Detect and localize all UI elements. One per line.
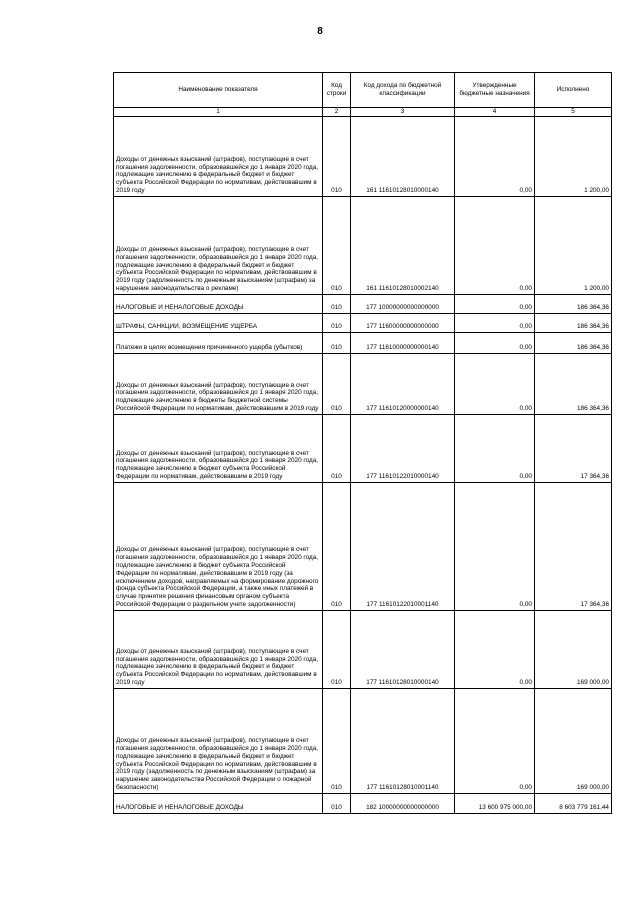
row-code: 010 bbox=[323, 332, 351, 353]
approved-amount: 0,00 bbox=[455, 196, 535, 294]
approved-amount: 0,00 bbox=[455, 332, 535, 353]
table-row bbox=[114, 313, 612, 332]
executed-amount: 17 364,36 bbox=[535, 414, 612, 482]
table-row bbox=[114, 196, 612, 294]
approved-amount: 0,00 bbox=[455, 610, 535, 688]
income-code: 177 11610000000000140 bbox=[351, 332, 455, 353]
indicator-name: Доходы от денежных взысканий (штрафов), поступающие в счет погашения задолженности, образовавшейся до 1 января 2020 года, подлежащие зачислению в бюджеты бюджетной системы Российской Федерации по нормативам, действовавшим в 2019 году bbox=[114, 353, 323, 414]
header-income-code: Код дохода по бюджетной классификации bbox=[351, 73, 455, 108]
executed-amount: 169 000,00 bbox=[535, 610, 612, 688]
column-number: 1 bbox=[114, 108, 323, 117]
header-indicator-name: Наименование показателя bbox=[114, 73, 323, 108]
page-number: 8 bbox=[317, 26, 323, 37]
header-executed: Исполнено bbox=[535, 73, 612, 108]
income-code: 177 11610120000000140 bbox=[351, 353, 455, 414]
row-code: 010 bbox=[323, 688, 351, 793]
executed-amount: 186 364,36 bbox=[535, 294, 612, 313]
approved-amount: 0,00 bbox=[455, 353, 535, 414]
approved-amount: 0,00 bbox=[455, 116, 535, 196]
column-number-row bbox=[114, 108, 612, 117]
income-code: 177 11610128010000140 bbox=[351, 610, 455, 688]
income-code: 177 11600000000000000 bbox=[351, 313, 455, 332]
indicator-name: Доходы от денежных взысканий (штрафов), поступающие в счет погашения задолженности, образовавшейся до 1 января 2020 года, подлежащие зачислению в федеральный бюджет и бюджет субъекта Российской Федерации по нормативам, действовавшим в 2019 году bbox=[114, 610, 323, 688]
row-code: 010 bbox=[323, 610, 351, 688]
executed-amount: 1 200,00 bbox=[535, 116, 612, 196]
table-row bbox=[114, 294, 612, 313]
header-row-code: Код строки bbox=[323, 73, 351, 108]
indicator-name: ШТРАФЫ, САНКЦИИ, ВОЗМЕЩЕНИЕ УЩЕРБА bbox=[114, 313, 323, 332]
income-code: 177 11610122010000140 bbox=[351, 414, 455, 482]
income-code: 177 10000000000000000 bbox=[351, 294, 455, 313]
income-code: 177 11610128010001140 bbox=[351, 688, 455, 793]
row-code: 010 bbox=[323, 116, 351, 196]
indicator-name: Доходы от денежных взысканий (штрафов), поступающие в счет погашения задолженности, образовавшейся до 1 января 2020 года, подлежащие зачислению в бюджет субъекта Российской Федерации по нормативам, действовавшим в 2019 году bbox=[114, 414, 323, 482]
income-code: 161 11610128010000140 bbox=[351, 116, 455, 196]
row-code: 010 bbox=[323, 414, 351, 482]
table-row bbox=[114, 482, 612, 610]
table-row bbox=[114, 793, 612, 813]
approved-amount: 0,00 bbox=[455, 414, 535, 482]
approved-amount: 0,00 bbox=[455, 688, 535, 793]
table-row bbox=[114, 353, 612, 414]
row-code: 010 bbox=[323, 313, 351, 332]
indicator-name: НАЛОГОВЫЕ И НЕНАЛОГОВЫЕ ДОХОДЫ bbox=[114, 793, 323, 813]
table-row bbox=[114, 610, 612, 688]
executed-amount: 17 364,36 bbox=[535, 482, 612, 610]
row-code: 010 bbox=[323, 482, 351, 610]
approved-amount: 13 600 975 000,00 bbox=[455, 793, 535, 813]
column-number: 5 bbox=[535, 108, 612, 117]
table-row bbox=[114, 332, 612, 353]
row-code: 010 bbox=[323, 196, 351, 294]
approved-amount: 0,00 bbox=[455, 482, 535, 610]
row-code: 010 bbox=[323, 294, 351, 313]
executed-amount: 1 200,00 bbox=[535, 196, 612, 294]
indicator-name: НАЛОГОВЫЕ И НЕНАЛОГОВЫЕ ДОХОДЫ bbox=[114, 294, 323, 313]
table-row bbox=[114, 116, 612, 196]
indicator-name: Платежи в целях возмещения причиненного ущерба (убытков) bbox=[114, 332, 323, 353]
income-code: 182 10000000000000000 bbox=[351, 793, 455, 813]
income-code: 177 11610122010001140 bbox=[351, 482, 455, 610]
table-header-row bbox=[114, 73, 612, 108]
row-code: 010 bbox=[323, 353, 351, 414]
row-code: 010 bbox=[323, 793, 351, 813]
indicator-name: Доходы от денежных взысканий (штрафов), поступающие в счет погашения задолженности, образовавшейся до 1 января 2020 года, подлежащие зачислению в бюджет субъекта Российской Федерации по нормативам, действовавшим в 2019 году (за исключением доходов, направляемых на формирование дорожного фонда субъекта Российской Федерации, а также иных платежей в случае принятия решения финансовым органом субъекта Российской Федерации о раздельном учете задолженности) bbox=[114, 482, 323, 610]
table-row bbox=[114, 688, 612, 793]
indicator-name: Доходы от денежных взысканий (штрафов), поступающие в счет погашения задолженности, образовавшейся до 1 января 2020 года, подлежащие зачислению в федеральный бюджет и бюджет субъекта Российской Федерации по нормативам, действовавшим в 2019 году bbox=[114, 116, 323, 196]
executed-amount: 8 603 779 161,44 bbox=[535, 793, 612, 813]
column-number: 4 bbox=[455, 108, 535, 117]
approved-amount: 0,00 bbox=[455, 294, 535, 313]
indicator-name: Доходы от денежных взысканий (штрафов), поступающие в счет погашения задолженности, образовавшейся до 1 января 2020 года, подлежащие зачислению в федеральный бюджет и бюджет субъекта Российской Федерации по нормативам, действовавшим в 2019 году (задолженность по денежным взысканиям (штрафам) за нарушение законодательства Российской Федерации о пожарной безопасности) bbox=[114, 688, 323, 793]
executed-amount: 186 364,36 bbox=[535, 332, 612, 353]
executed-amount: 186 364,36 bbox=[535, 313, 612, 332]
income-code: 161 11610128010002140 bbox=[351, 196, 455, 294]
executed-amount: 186 364,36 bbox=[535, 353, 612, 414]
budget-execution-table bbox=[113, 72, 612, 814]
approved-amount: 0,00 bbox=[455, 313, 535, 332]
column-number: 3 bbox=[351, 108, 455, 117]
column-number: 2 bbox=[323, 108, 351, 117]
table-row bbox=[114, 414, 612, 482]
header-approved: Утвержденные бюджетные назначения bbox=[455, 73, 535, 108]
executed-amount: 169 000,00 bbox=[535, 688, 612, 793]
indicator-name: Доходы от денежных взысканий (штрафов), поступающие в счет погашения задолженности, образовавшейся до 1 января 2020 года, подлежащие зачислению в федеральный бюджет и бюджет субъекта Российской Федерации по нормативам, действовавшим в 2019 году (задолженность по денежным взысканиям (штрафам) за нарушение законодательства о рекламе) bbox=[114, 196, 323, 294]
